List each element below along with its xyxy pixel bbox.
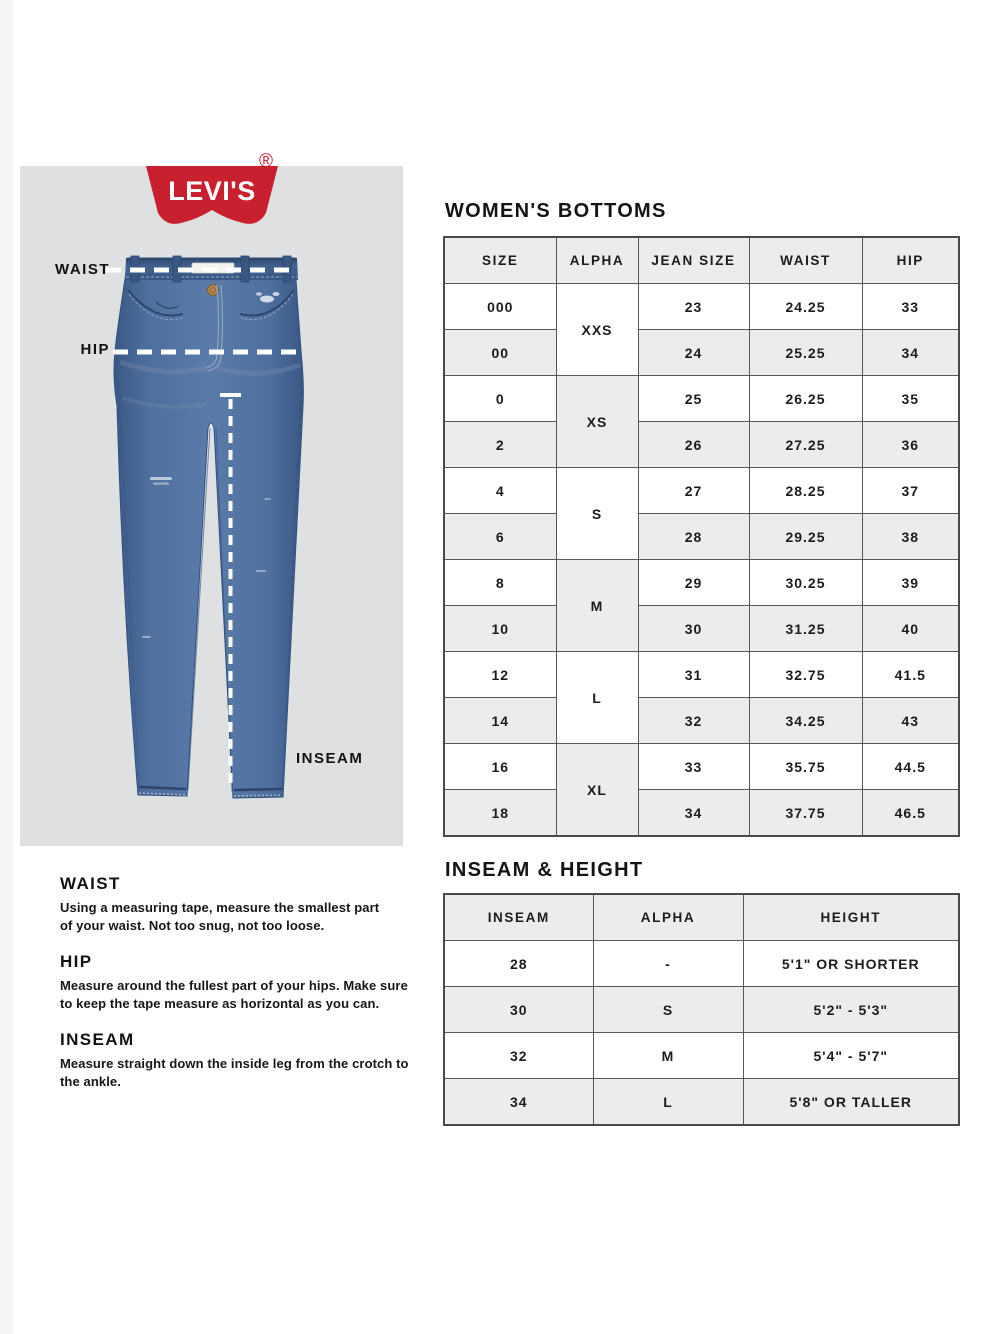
bottoms-header-row bbox=[444, 237, 959, 284]
size-row bbox=[444, 698, 959, 744]
guide-waist-heading: WAIST bbox=[60, 874, 121, 893]
waist-cell: 28.25 bbox=[749, 468, 862, 514]
inseam-cell: 32 bbox=[444, 1033, 593, 1079]
registered-mark-icon: ® bbox=[259, 151, 273, 172]
size-cell: 12 bbox=[444, 652, 556, 698]
jean-size-cell: 26 bbox=[638, 422, 749, 468]
size-row bbox=[444, 422, 959, 468]
size-cell: 18 bbox=[444, 790, 556, 837]
alpha-cell: S bbox=[556, 468, 638, 560]
waist-cell: 35.75 bbox=[749, 744, 862, 790]
inseam-cell: 34 bbox=[444, 1079, 593, 1126]
bottoms-table bbox=[443, 236, 960, 837]
size-row bbox=[444, 376, 959, 422]
height-column-header: HEIGHT bbox=[743, 894, 959, 941]
guide-waist-text: Using a measuring tape, measure the smallest part bbox=[60, 900, 380, 915]
jean-size-cell: 24 bbox=[638, 330, 749, 376]
alpha-cell: XXS bbox=[556, 284, 638, 376]
inseam-cell: 30 bbox=[444, 987, 593, 1033]
size-row bbox=[444, 652, 959, 698]
page-edge-strip bbox=[0, 0, 13, 1334]
hip-cell: 33 bbox=[862, 284, 959, 330]
jean-size-cell: 28 bbox=[638, 514, 749, 560]
size-cell: 0 bbox=[444, 376, 556, 422]
inseam-label: INSEAM bbox=[296, 750, 364, 767]
hip-label: HIP bbox=[80, 341, 110, 358]
hip-column-header: HIP bbox=[862, 237, 959, 284]
size-column-header: SIZE bbox=[444, 237, 556, 284]
belt-loop bbox=[241, 256, 249, 282]
hip-cell: 41.5 bbox=[862, 652, 959, 698]
guide-inseam-text: the ankle. bbox=[60, 1074, 121, 1089]
size-cell: 00 bbox=[444, 330, 556, 376]
alpha-column-header: ALPHA bbox=[556, 237, 638, 284]
hip-cell: 34 bbox=[862, 330, 959, 376]
waist-cell: 25.25 bbox=[749, 330, 862, 376]
size-row bbox=[444, 330, 959, 376]
alpha-cell: S bbox=[593, 987, 743, 1033]
height-cell: 5'8" OR TALLER bbox=[743, 1079, 959, 1126]
waist-cell: 37.75 bbox=[749, 790, 862, 837]
height-cell: 5'1" OR SHORTER bbox=[743, 941, 959, 987]
waist-column-header: WAIST bbox=[749, 237, 862, 284]
waist-cell: 32.75 bbox=[749, 652, 862, 698]
alpha-cell: L bbox=[556, 652, 638, 744]
jean-size-cell: 25 bbox=[638, 376, 749, 422]
jean-size-cell: 29 bbox=[638, 560, 749, 606]
alpha-cell: M bbox=[556, 560, 638, 652]
hip-cell: 37 bbox=[862, 468, 959, 514]
hip-cell: 35 bbox=[862, 376, 959, 422]
size-row bbox=[444, 606, 959, 652]
waist-cell: 27.25 bbox=[749, 422, 862, 468]
hip-cell: 36 bbox=[862, 422, 959, 468]
inseam-row bbox=[444, 987, 959, 1033]
size-cell: 6 bbox=[444, 514, 556, 560]
hip-cell: 40 bbox=[862, 606, 959, 652]
alpha-cell: - bbox=[593, 941, 743, 987]
guide-inseam-block bbox=[60, 1030, 480, 1091]
inseam-cell: 28 bbox=[444, 941, 593, 987]
waist-cell: 24.25 bbox=[749, 284, 862, 330]
alpha-cell: M bbox=[593, 1033, 743, 1079]
jean-size-cell: 34 bbox=[638, 790, 749, 837]
hip-cell: 43 bbox=[862, 698, 959, 744]
height-cell: 5'2" - 5'3" bbox=[743, 987, 959, 1033]
guide-inseam-text: Measure straight down the inside leg from the crotch to bbox=[60, 1056, 409, 1071]
inseam-row bbox=[444, 1033, 959, 1079]
guide-hip-heading: HIP bbox=[60, 952, 93, 971]
size-cell: 4 bbox=[444, 468, 556, 514]
alpha-cell: XS bbox=[556, 376, 638, 468]
waist-cell: 29.25 bbox=[749, 514, 862, 560]
jean-size-column-header: JEAN SIZE bbox=[638, 237, 749, 284]
measure-guide bbox=[60, 874, 480, 1108]
waist-cell: 30.25 bbox=[749, 560, 862, 606]
inseam-height-table bbox=[443, 893, 960, 1126]
jean-size-cell: 33 bbox=[638, 744, 749, 790]
hip-cell: 44.5 bbox=[862, 744, 959, 790]
inseam-height-title: INSEAM & HEIGHT bbox=[445, 859, 644, 881]
guide-hip-block bbox=[60, 952, 480, 1013]
size-cell: 2 bbox=[444, 422, 556, 468]
waist-cell: 31.25 bbox=[749, 606, 862, 652]
size-cell: 14 bbox=[444, 698, 556, 744]
guide-waist-text: of your waist. Not too snug, not too loose. bbox=[60, 918, 325, 933]
guide-hip-text: to keep the tape measure as horizontal as you can. bbox=[60, 996, 380, 1011]
guide-inseam-heading: INSEAM bbox=[60, 1030, 135, 1049]
alpha-cell: XL bbox=[556, 744, 638, 837]
guide-waist-block bbox=[60, 874, 480, 935]
inseam-row bbox=[444, 941, 959, 987]
hip-cell: 38 bbox=[862, 514, 959, 560]
size-cell: 8 bbox=[444, 560, 556, 606]
size-row bbox=[444, 560, 959, 606]
size-row bbox=[444, 744, 959, 790]
waist-cell: 26.25 bbox=[749, 376, 862, 422]
right-hem bbox=[234, 789, 282, 790]
waist-cell: 34.25 bbox=[749, 698, 862, 744]
hip-cell: 39 bbox=[862, 560, 959, 606]
jean-size-cell: 31 bbox=[638, 652, 749, 698]
inseam-row bbox=[444, 1079, 959, 1126]
waist-label: WAIST bbox=[55, 261, 110, 278]
height-cell: 5'4" - 5'7" bbox=[743, 1033, 959, 1079]
guide-hip-text: Measure around the fullest part of your hips. Make sure bbox=[60, 978, 408, 993]
jean-size-cell: 23 bbox=[638, 284, 749, 330]
alpha-cell: L bbox=[593, 1079, 743, 1126]
hip-cell: 46.5 bbox=[862, 790, 959, 837]
logo-text: LEVI'S bbox=[168, 176, 256, 206]
size-row bbox=[444, 284, 959, 330]
size-cell: 000 bbox=[444, 284, 556, 330]
jean-size-cell: 32 bbox=[638, 698, 749, 744]
inseam-column-header: INSEAM bbox=[444, 894, 593, 941]
size-row bbox=[444, 514, 959, 560]
size-cell: 10 bbox=[444, 606, 556, 652]
jeans-silhouette bbox=[114, 258, 303, 798]
bottoms-title: WOMEN'S BOTTOMS bbox=[445, 200, 667, 222]
jean-size-cell: 27 bbox=[638, 468, 749, 514]
alpha-column-header: ALPHA bbox=[593, 894, 743, 941]
jean-size-cell: 30 bbox=[638, 606, 749, 652]
inseam-header-row bbox=[444, 894, 959, 941]
size-row bbox=[444, 790, 959, 837]
size-row bbox=[444, 468, 959, 514]
size-cell: 16 bbox=[444, 744, 556, 790]
